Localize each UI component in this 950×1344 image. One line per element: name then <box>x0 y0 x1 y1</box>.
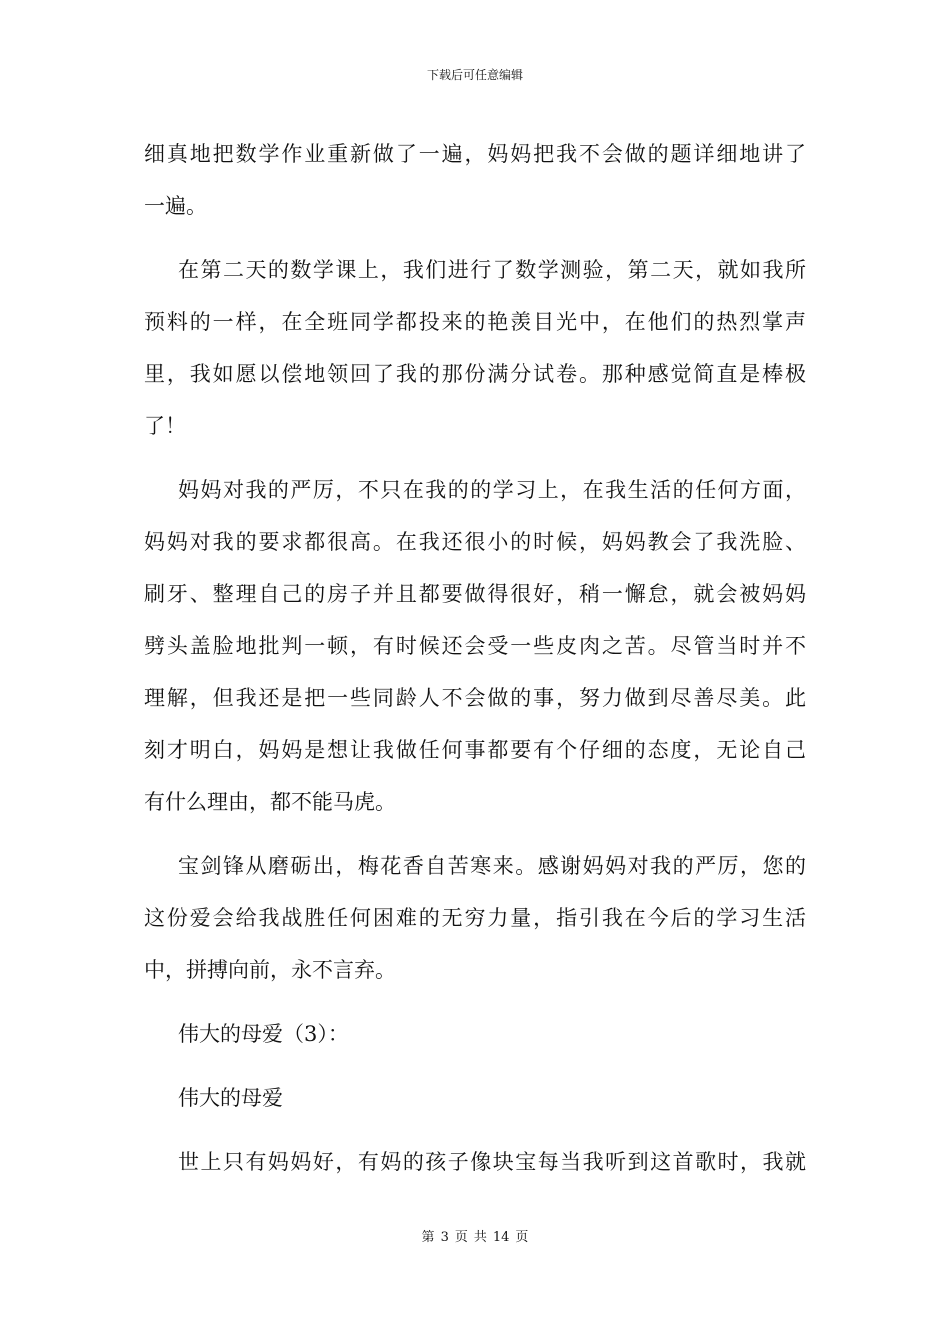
text-line: 刻才明白，妈妈是想让我做任何事都要有个仔细的态度，无论自己 <box>144 738 806 762</box>
text-line: 刷牙、整理自己的房子并且都要做得很好，稍一懈怠，就会被妈妈 <box>144 582 806 606</box>
article-title: 伟大的母爱 <box>178 1086 283 1110</box>
paragraph-start-line: 世上只有妈妈好，有妈的孩子像块宝每当我听到这首歌时，我就 <box>178 1150 806 1174</box>
section-heading: 伟大的母爱（3）： <box>178 1022 349 1046</box>
paragraph-start-line: 妈妈对我的严厉，不只在我的的学习上，在我生活的任何方面， <box>178 478 806 502</box>
text-line: 中，拼搏向前，永不言弃。 <box>144 958 396 982</box>
footer-page-word: 页 <box>454 1230 468 1245</box>
footer-prefix: 第 <box>421 1230 435 1245</box>
text-line: 劈头盖脸地批判一顿，有时候还会受一些皮肉之苦。尽管当时并不 <box>144 634 806 658</box>
footer-total-pages: 14 <box>492 1230 510 1245</box>
paragraph-start-line: 宝剑锋从磨砺出，梅花香自苦寒来。感谢妈妈对我的严厉，您的 <box>178 854 806 878</box>
page-footer <box>0 1229 950 1247</box>
text-line: 细真地把数学作业重新做了一遍，妈妈把我不会做的题详细地讲了 <box>144 142 806 166</box>
page-header: 下载后可任意编辑 <box>426 68 523 82</box>
body-text <box>144 128 806 1188</box>
text-line: 里，我如愿以偿地领回了我的那份满分试卷。那种感觉简直是棒极 <box>144 362 806 386</box>
footer-suffix: 页 <box>515 1230 529 1245</box>
footer-total-word: 共 <box>473 1230 487 1245</box>
paragraph-start-line: 在第二天的数学课上，我们进行了数学测验，第二天，就如我所 <box>178 258 806 282</box>
text-line: 这份爱会给我战胜任何困难的无穷力量，指引我在今后的学习生活 <box>144 906 806 930</box>
text-line: 一遍。 <box>144 194 207 218</box>
text-line: 了！ <box>144 414 186 438</box>
text-line: 有什么理由，都不能马虎。 <box>144 790 396 814</box>
footer-current-page: 3 <box>440 1230 449 1245</box>
text-line: 理解，但我还是把一些同龄人不会做的事，努力做到尽善尽美。此 <box>144 686 806 710</box>
text-line: 妈妈对我的要求都很高。在我还很小的时候，妈妈教会了我洗脸、 <box>144 530 806 554</box>
text-line: 预料的一样，在全班同学都投来的艳羡目光中，在他们的热烈掌声 <box>144 310 806 334</box>
